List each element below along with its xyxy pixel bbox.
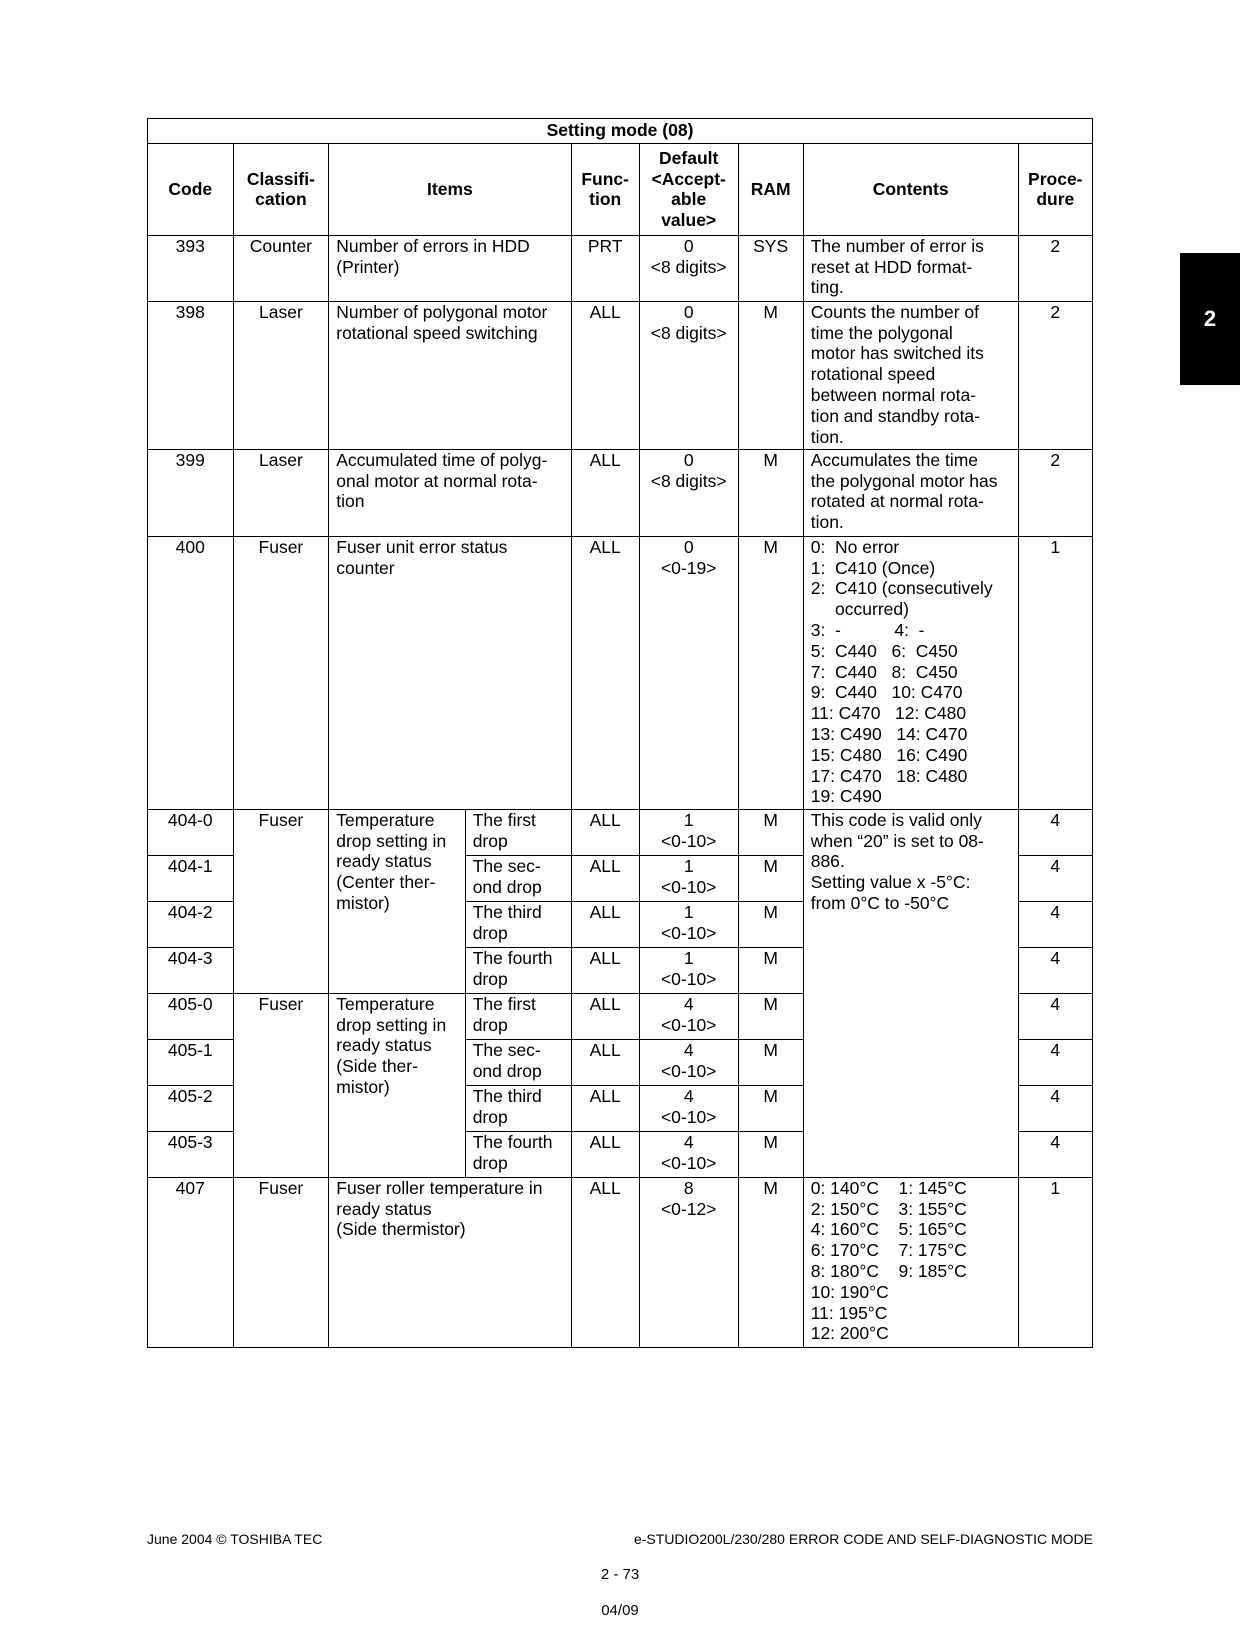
cell-default: 0 <8 digits> xyxy=(639,449,738,536)
cell-code: 405-0 xyxy=(148,993,234,1039)
table-row xyxy=(148,1177,1093,1347)
cell-contents: Counts the number of time the polygonal motor has switched its rotational speed between normal rota- tion and standby rota- tion. xyxy=(803,301,1018,449)
cell-sub-item: The sec- ond drop xyxy=(465,1039,571,1085)
cell-classification: Laser xyxy=(233,301,329,449)
cell-ram: M xyxy=(738,449,803,536)
cell-code: 405-3 xyxy=(148,1131,234,1177)
cell-code: 404-3 xyxy=(148,947,234,993)
cell-default: 0 <8 digits> xyxy=(639,235,738,301)
cell-default: 4 <0-10> xyxy=(639,1131,738,1177)
cell-default: 0 <0-19> xyxy=(639,536,738,809)
cell-default: 8 <0-12> xyxy=(639,1177,738,1347)
cell-ram: M xyxy=(738,1039,803,1085)
table-row xyxy=(148,449,1093,536)
cell-function: ALL xyxy=(571,301,639,449)
cell-ram: M xyxy=(738,947,803,993)
cell-function: ALL xyxy=(571,855,639,901)
cell-items: Fuser roller temperature in ready status (Side thermistor) xyxy=(329,1177,571,1347)
cell-contents: 0: No error 1: C410 (Once) 2: C410 (consecutively occurred) 3: - 4: - 5: C440 6: C450 7: C440 8: C450 9: C440 10: C470 11: C470 12: C480 13: C490 14: C470 15: C480 16: C490 17: C470 18: C480 19: C490 xyxy=(803,536,1018,809)
cell-code: 393 xyxy=(148,235,234,301)
table-row xyxy=(148,235,1093,301)
revision-date: 04/09 xyxy=(601,1602,639,1619)
cell-default: 1 <0-10> xyxy=(639,901,738,947)
footer-document-title: e-STUDIO200L/230/280 ERROR CODE AND SELF-DIAGNOSTIC MODE xyxy=(633,1531,1093,1547)
cell-code: 399 xyxy=(148,449,234,536)
cell-items: Temperature drop setting in ready status (Center ther- mistor) xyxy=(329,809,465,993)
cell-classification: Laser xyxy=(233,449,329,536)
header-row xyxy=(148,143,1093,235)
cell-ram: M xyxy=(738,301,803,449)
cell-ram: M xyxy=(738,901,803,947)
cell-function: ALL xyxy=(571,1177,639,1347)
cell-ram: M xyxy=(738,1177,803,1347)
cell-ram: M xyxy=(738,536,803,809)
cell-procedure: 4 xyxy=(1018,947,1092,993)
cell-default: 4 <0-10> xyxy=(639,1085,738,1131)
table-row xyxy=(148,809,1093,855)
cell-procedure: 4 xyxy=(1018,901,1092,947)
cell-code: 405-2 xyxy=(148,1085,234,1131)
cell-function: ALL xyxy=(571,536,639,809)
cell-default: 1 <0-10> xyxy=(639,809,738,855)
cell-contents: This code is valid only when “20” is set to 08- 886. Setting value x -5°C: from 0°C to -50°C xyxy=(803,809,1018,1177)
cell-ram: M xyxy=(738,993,803,1039)
cell-procedure: 2 xyxy=(1018,449,1092,536)
cell-ram: M xyxy=(738,809,803,855)
header-procedure: Proce- dure xyxy=(1018,143,1092,235)
cell-classification: Counter xyxy=(233,235,329,301)
cell-procedure: 2 xyxy=(1018,301,1092,449)
cell-procedure: 4 xyxy=(1018,1131,1092,1177)
cell-procedure: 4 xyxy=(1018,1039,1092,1085)
cell-classification: Fuser xyxy=(233,993,329,1177)
cell-function: ALL xyxy=(571,947,639,993)
cell-default: 1 <0-10> xyxy=(639,855,738,901)
header-function: Func- tion xyxy=(571,143,639,235)
cell-code: 407 xyxy=(148,1177,234,1347)
cell-function: ALL xyxy=(571,993,639,1039)
cell-code: 404-1 xyxy=(148,855,234,901)
cell-sub-item: The first drop xyxy=(465,993,571,1039)
table-row xyxy=(148,536,1093,809)
cell-sub-item: The sec- ond drop xyxy=(465,855,571,901)
cell-items: Number of errors in HDD (Printer) xyxy=(329,235,571,301)
table-row xyxy=(148,301,1093,449)
cell-function: ALL xyxy=(571,449,639,536)
cell-ram: M xyxy=(738,855,803,901)
table-title: Setting mode (08) xyxy=(148,119,1093,144)
cell-sub-item: The fourth drop xyxy=(465,947,571,993)
cell-items: Fuser unit error status counter xyxy=(329,536,571,809)
cell-procedure: 2 xyxy=(1018,235,1092,301)
cell-classification: Fuser xyxy=(233,536,329,809)
cell-sub-item: The first drop xyxy=(465,809,571,855)
cell-default: 0 <8 digits> xyxy=(639,301,738,449)
cell-items: Accumulated time of polyg- onal motor at normal rota- tion xyxy=(329,449,571,536)
cell-ram: M xyxy=(738,1085,803,1131)
header-ram: RAM xyxy=(738,143,803,235)
cell-function: ALL xyxy=(571,1039,639,1085)
cell-contents: The number of error is reset at HDD format- ting. xyxy=(803,235,1018,301)
cell-procedure: 4 xyxy=(1018,1085,1092,1131)
header-contents: Contents xyxy=(803,143,1018,235)
cell-classification: Fuser xyxy=(233,809,329,993)
cell-code: 405-1 xyxy=(148,1039,234,1085)
cell-code: 404-2 xyxy=(148,901,234,947)
cell-contents: 0: 140°C 1: 145°C 2: 150°C 3: 155°C 4: 160°C 5: 165°C 6: 170°C 7: 175°C 8: 180°C 9: 185°C 10: 190°C 11: 195°C 12: 200°C xyxy=(803,1177,1018,1347)
header-items: Items xyxy=(329,143,571,235)
cell-contents: Accumulates the time the polygonal motor has rotated at normal rota- tion. xyxy=(803,449,1018,536)
cell-code: 404-0 xyxy=(148,809,234,855)
cell-code: 398 xyxy=(148,301,234,449)
cell-default: 4 <0-10> xyxy=(639,993,738,1039)
cell-procedure: 1 xyxy=(1018,536,1092,809)
cell-procedure: 4 xyxy=(1018,993,1092,1039)
chapter-number: 2 xyxy=(1203,306,1217,331)
cell-function: PRT xyxy=(571,235,639,301)
cell-function: ALL xyxy=(571,901,639,947)
cell-procedure: 1 xyxy=(1018,1177,1092,1347)
cell-items: Number of polygonal motor rotational speed switching xyxy=(329,301,571,449)
header-default: Default <Accept- able value> xyxy=(639,143,738,235)
cell-procedure: 4 xyxy=(1018,809,1092,855)
cell-sub-item: The third drop xyxy=(465,1085,571,1131)
cell-function: ALL xyxy=(571,809,639,855)
cell-ram: M xyxy=(738,1131,803,1177)
setting-mode-table xyxy=(147,118,1093,1348)
page-number: 2 - 73 xyxy=(600,1566,640,1583)
cell-procedure: 4 xyxy=(1018,855,1092,901)
cell-classification: Fuser xyxy=(233,1177,329,1347)
cell-default: 1 <0-10> xyxy=(639,947,738,993)
header-code: Code xyxy=(148,143,234,235)
cell-function: ALL xyxy=(571,1085,639,1131)
cell-sub-item: The third drop xyxy=(465,901,571,947)
chapter-tab xyxy=(1180,253,1240,385)
cell-ram: SYS xyxy=(738,235,803,301)
cell-code: 400 xyxy=(148,536,234,809)
cell-function: ALL xyxy=(571,1131,639,1177)
cell-default: 4 <0-10> xyxy=(639,1039,738,1085)
cell-sub-item: The fourth drop xyxy=(465,1131,571,1177)
cell-items: Temperature drop setting in ready status (Side ther- mistor) xyxy=(329,993,465,1177)
header-classification: Classifi- cation xyxy=(233,143,329,235)
footer-copyright: June 2004 © TOSHIBA TEC xyxy=(147,1531,323,1547)
